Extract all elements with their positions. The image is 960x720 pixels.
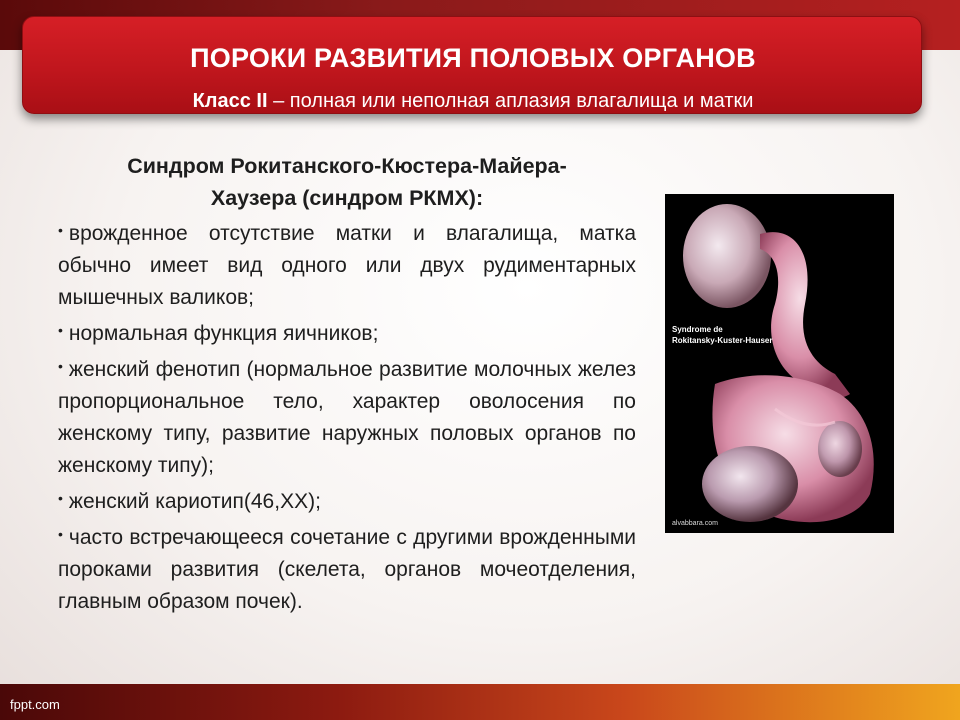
anatomy-photo — [665, 194, 894, 533]
anatomy-photo-illustration — [665, 194, 894, 533]
bullet-icon: • — [58, 526, 63, 542]
list-item-text: врожденное отсутствие матки и влагалища, матка обычно имеет вид одного или двух рудиментарных мышечных валиков; — [58, 222, 636, 309]
list-item-text: часто встречающееся сочетание с другими врожденными пороками развития (скелета, органов мочеотделения, главным образом почек). — [58, 526, 636, 613]
body-text — [58, 150, 636, 618]
list-item-text: нормальная функция яичников; — [68, 322, 379, 345]
photo-caption — [672, 324, 772, 346]
subtitle-description: – полная или неполная аплазия влагалища и матки — [267, 90, 754, 112]
list-item-text: женский кариотип(46,XX); — [68, 490, 321, 513]
subtitle-class-label: Класс II — [192, 90, 268, 112]
bullet-icon: • — [58, 322, 63, 338]
footer-logo: fppt.com — [10, 697, 60, 712]
title-banner — [22, 16, 922, 114]
footer-bar — [0, 684, 960, 720]
photo-caption-line1: Syndrome de — [672, 325, 723, 334]
list-item — [58, 518, 636, 618]
list-item — [58, 482, 636, 518]
bullet-icon: • — [58, 490, 63, 506]
list-item — [58, 314, 636, 350]
bullet-icon: • — [58, 358, 63, 374]
photo-credit: alvabbara.com — [672, 520, 718, 527]
photo-caption-line2: Rokitansky-Kuster-Hauser — [672, 336, 773, 345]
slide-title: ПОРОКИ РАЗВИТИЯ ПОЛОВЫХ ОРГАНОВ — [190, 43, 756, 73]
syndrome-heading-line1: Синдром Рокитанского-Кюстера-Майера- — [127, 154, 567, 178]
slide-subtitle — [23, 90, 923, 113]
list-item — [58, 350, 636, 482]
syndrome-heading-line2: Хаузера (синдром РКМХ): — [210, 186, 484, 210]
bullet-icon: • — [58, 222, 63, 238]
list-item — [58, 214, 636, 314]
syndrome-heading — [58, 150, 636, 214]
list-item-text: женский фенотип (нормальное развитие молочных желез пропорциональное тело, характер оволосения по женскому типу, развитие наружных половых органов по женскому типу); — [58, 358, 636, 477]
